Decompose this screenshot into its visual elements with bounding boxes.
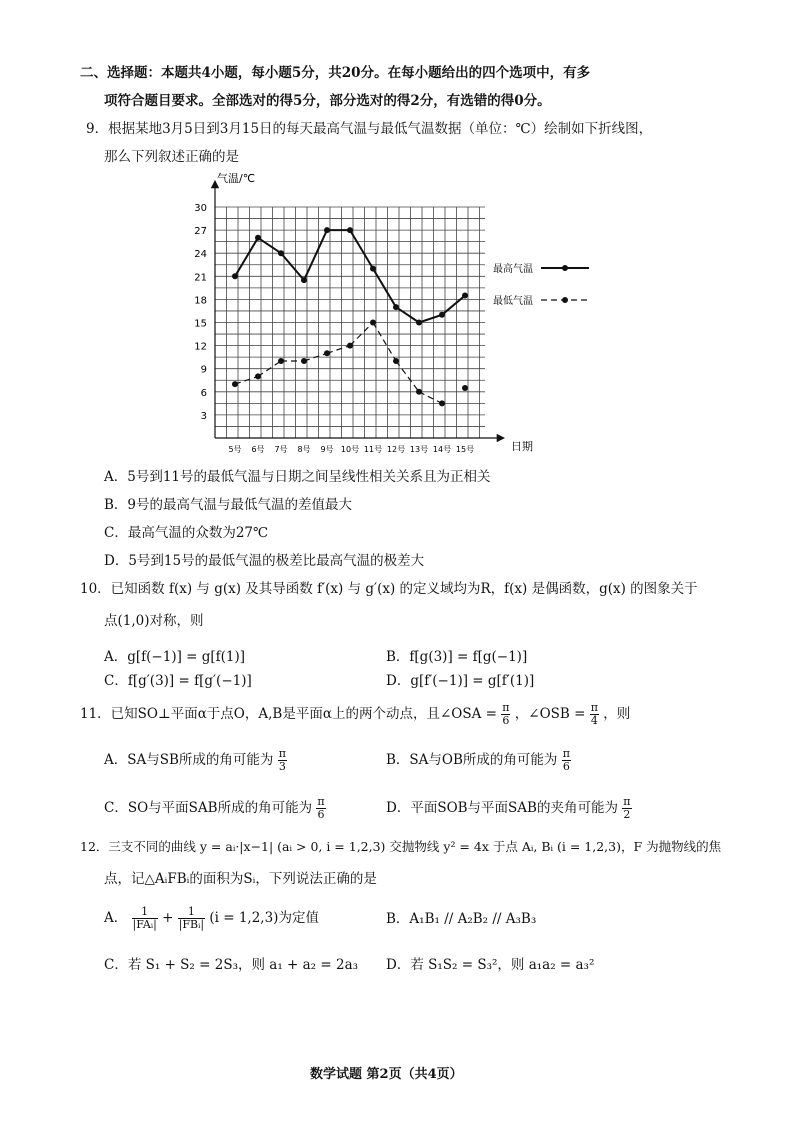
data-point-min [462, 385, 468, 391]
data-point-max [416, 320, 422, 326]
series-segment-min [419, 392, 442, 404]
q10-option-c[interactable]: C．f[g′(3)] = f[g′(−1)] [104, 673, 252, 689]
series-segment-max [396, 307, 419, 322]
q11-stem: 11．已知SO⊥平面α于点O，A,B是平面α上的两个动点，且∠OSA = $\frac{\pi}{6}$ ，∠OSB = $\frac{\pi}{4}$ ，则 [80, 701, 631, 727]
chart-series [232, 227, 468, 406]
y-tick-label: 21 [194, 272, 207, 284]
data-point-max [462, 293, 468, 299]
q9-option-b[interactable]: B．9号的最高气温与最低气温的差值最大 [104, 497, 353, 513]
data-point-min [232, 381, 238, 387]
q12-option-c[interactable]: C．若 S₁ + S₂ = 2S₃，则 a₁ + a₂ = 2a₃ [104, 957, 359, 973]
y-tick-label: 9 [200, 364, 207, 376]
x-tick-label: 7号 [274, 445, 288, 454]
q12-stem-cont: 点，记△AᵢFBᵢ的面积为Sᵢ，下列说法正确的是 [104, 871, 377, 887]
legend-label: 最高气温 [493, 264, 533, 275]
q12-option-b[interactable]: B．A₁B₁ // A₂B₂ // A₃B₃ [386, 911, 537, 927]
series-segment-min [327, 346, 350, 354]
legend-label: 最低气温 [493, 296, 533, 307]
y-tick-label: 6 [200, 387, 207, 399]
x-tick-label: 13号 [409, 445, 429, 454]
x-tick-label: 5号 [228, 445, 242, 454]
q11-option-d[interactable]: D．平面SOB与平面SAB的夹角可能为 $\frac{\pi}{2}$ [386, 795, 631, 821]
q10-option-d[interactable]: D．g[f′(−1)] = g[f′(1)] [386, 673, 535, 689]
q12-option-a[interactable]: A． $\frac{1}{\text{|FAᵢ|}}$ + $\frac{1}{\text{|FBᵢ|}}$ (i = 1,2,3)为定值 [104, 905, 319, 931]
q9-stem: 9．根据某地3月5日到3月15日的每天最高气温与最低气温数据（单位：℃）绘制如下折线图， [86, 121, 653, 137]
x-tick-label: 14号 [432, 445, 452, 454]
temperature-line-chart [185, 170, 615, 460]
y-tick-label: 3 [200, 410, 207, 422]
q11-option-c[interactable]: C．SO与平面SAB所成的角可能为 $\frac{\pi}{6}$ [104, 795, 325, 821]
series-segment-min [396, 361, 419, 392]
y-tick-labels [194, 203, 207, 422]
series-segment-max [258, 238, 281, 253]
series-segment-max [442, 296, 465, 315]
q10-option-b[interactable]: B．f[g(3)] = f[g(−1)] [386, 649, 528, 665]
y-tick-label: 30 [194, 203, 207, 214]
x-tick-label: 11号 [363, 445, 383, 454]
data-point-max [255, 235, 261, 241]
data-point-min [255, 373, 261, 379]
x-tick-label: 10号 [340, 445, 360, 454]
y-tick-label: 15 [194, 318, 207, 330]
data-point-min [347, 343, 353, 349]
q12-stem: 12．三支不同的曲线 y = aᵢ·|x−1| (aᵢ > 0, i = 1,2,3) 交抛物线 y² = 4x 于点 Aᵢ, Bᵢ (i = 1,2,3)，F 为抛物线的焦 [80, 839, 722, 854]
data-point-max [324, 227, 330, 233]
section-title: 二、选择题：本题共4小题，每小题5分，共20分。在每小题给出的四个选项中，有多 [80, 65, 591, 81]
data-point-min [324, 350, 330, 356]
legend-marker [562, 265, 568, 271]
series-segment-max [350, 230, 373, 269]
x-tick-label: 6号 [251, 445, 265, 454]
q11-option-a[interactable]: A．SA与SB所成的角可能为 $\frac{\pi}{3}$ [104, 747, 286, 773]
x-tick-label: 15号 [455, 445, 475, 454]
q9-option-c[interactable]: C．最高气温的众数为27℃ [104, 525, 269, 541]
series-segment-max [304, 230, 327, 280]
data-point-min [370, 320, 376, 326]
q11-option-b[interactable]: B．SA与OB所成的角可能为 $\frac{\pi}{6}$ [386, 747, 570, 773]
q9-stem-cont: 那么下列叙述正确的是 [104, 149, 239, 165]
x-axis-label: 日期 [511, 440, 533, 453]
series-segment-max [419, 315, 442, 323]
data-point-max [278, 250, 284, 256]
y-tick-label: 27 [194, 226, 207, 238]
data-point-max [370, 266, 376, 272]
q10-stem: 10．已知函数 f(x) 与 g(x) 及其导函数 f′(x) 与 g′(x) 的定义域均为R，f(x) 是偶函数，g(x) 的图象关于 [80, 581, 698, 597]
q10-option-a[interactable]: A．g[f(−1)] = g[f(1)] [104, 649, 246, 665]
data-point-min [393, 358, 399, 364]
data-point-min [439, 400, 445, 406]
data-point-max [347, 227, 353, 233]
q10-stem-cont: 点(1,0)对称，则 [104, 613, 204, 629]
data-point-max [301, 277, 307, 283]
y-tick-label: 12 [194, 341, 207, 353]
legend-marker [562, 297, 568, 303]
x-tick-label: 12号 [386, 445, 406, 454]
q9-option-a[interactable]: A．5号到11号的最低气温与日期之间呈线性相关关系且为正相关 [104, 469, 491, 485]
page-footer: 数学试题 第2页（共4页） [310, 1067, 463, 1082]
x-tick-label: 9号 [320, 445, 334, 454]
data-point-max [232, 273, 238, 279]
section-instructions: 项符合题目要求。全部选对的得5分，部分选对的得2分，有选错的得0分。 [104, 93, 551, 109]
data-point-max [439, 312, 445, 318]
x-tick-label: 8号 [297, 445, 311, 454]
chart-legend [493, 262, 589, 307]
data-point-min [278, 358, 284, 364]
data-point-max [393, 304, 399, 310]
series-segment-min [373, 323, 396, 362]
y-tick-label: 18 [194, 295, 207, 307]
data-point-min [301, 358, 307, 364]
x-tick-labels [228, 444, 474, 454]
data-point-min [416, 389, 422, 395]
series-segment-max [235, 238, 258, 276]
y-tick-label: 24 [194, 249, 207, 261]
q9-option-d[interactable]: D．5号到15号的最低气温的极差比最高气温的极差大 [104, 553, 425, 569]
q12-option-d[interactable]: D．若 S₁S₂ = S₃²，则 a₁a₂ = a₃² [386, 957, 595, 973]
y-axis-label: 气温/℃ [217, 172, 256, 185]
